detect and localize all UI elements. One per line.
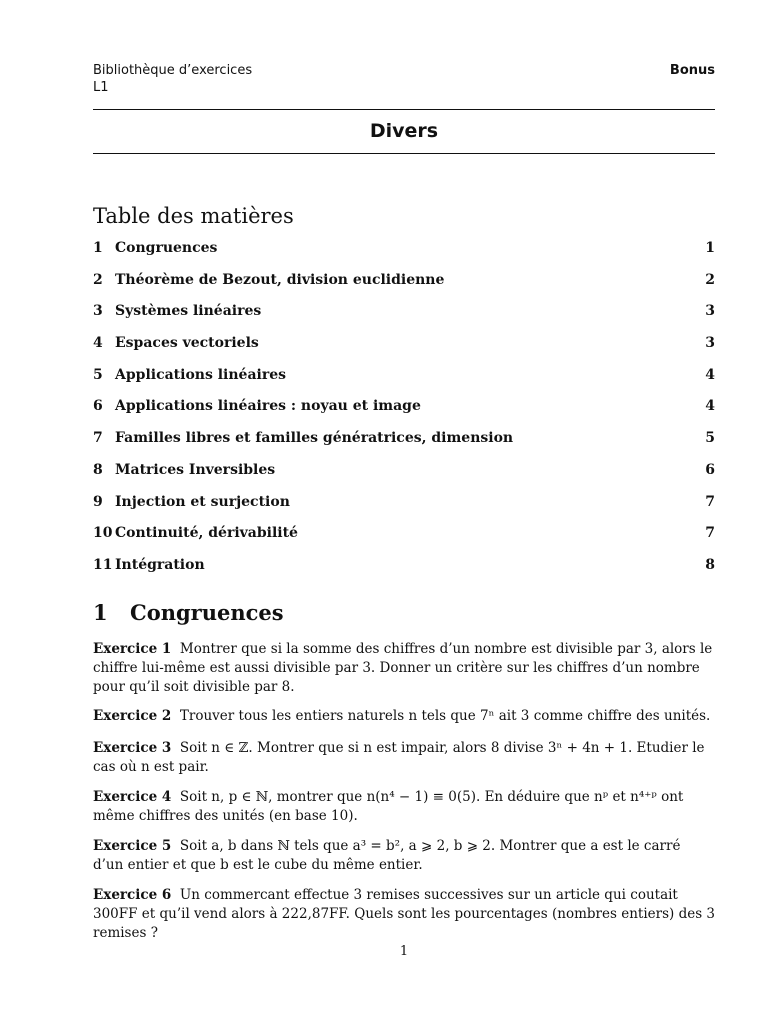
- toc-entry-label: Familles libres et familles génératrices, dimension: [115, 430, 514, 447]
- toc-entry-label: Applications linéaires : noyau et image: [115, 398, 421, 415]
- toc-entry-label: Injection et surjection: [115, 493, 290, 510]
- exercise: [93, 640, 715, 697]
- exercise-text: Soit n ∈ ℤ. Montrer que si n est impair, alors 8 divise 3ⁿ + 4n + 1. Etudier le cas où n est pair.: [93, 740, 705, 775]
- toc-entry-label: Applications linéaires: [115, 366, 287, 383]
- header-bonus: Bonus: [669, 63, 715, 78]
- exercise-text: Soit a, b dans ℕ tels que a³ = b², a ⩾ 2, b ⩾ 2. Montrer que a est le carré d’un entier et que b est le cube du même entier.: [93, 838, 681, 873]
- header-left: [93, 62, 252, 96]
- toc-entry-page: 3: [705, 335, 715, 352]
- toc-entry-number: 4: [93, 335, 103, 352]
- toc-entry-page: 5: [705, 430, 715, 447]
- toc-entry-page: 4: [705, 366, 715, 383]
- exercise-text: Montrer que si la somme des chiffres d’un nombre est divisible par 3, alors le chiffre lui-même est aussi divisible par 3. Donner un critère sur les chiffres d’un nombre pour qu’il soit divisible par 8.: [93, 641, 713, 695]
- toc-entry-page: 3: [705, 303, 715, 320]
- toc-entry-page: 6: [705, 461, 715, 478]
- toc-entry[interactable]: [93, 240, 715, 272]
- exercise-text: Un commercant effectue 3 remises successives sur un article qui coutait 300FF et qu’il vend alors à 222,87FF. Quels sont les pourcentages (nombres entiers) des 3 remises ?: [93, 887, 716, 941]
- toc-entry-number: 5: [93, 366, 103, 383]
- toc-entry-number: 1: [93, 240, 103, 256]
- toc-entry[interactable]: [93, 367, 715, 399]
- toc-entry[interactable]: [93, 525, 715, 557]
- toc-entry[interactable]: [93, 462, 715, 494]
- table-of-contents: [93, 240, 715, 589]
- toc-entry-page: 7: [705, 525, 715, 542]
- toc-entry-label: Espaces vectoriels: [115, 335, 259, 352]
- header-rule: [93, 109, 715, 110]
- section-heading: [93, 600, 284, 625]
- toc-entry-label: Théorème de Bezout, division euclidienne: [115, 271, 445, 288]
- toc-entry-label: Intégration: [115, 556, 205, 573]
- exercise-label: Exercice 2: [93, 708, 172, 724]
- toc-entry-page: 8: [705, 556, 715, 573]
- exercise-text: Soit n, p ∈ ℕ, montrer que n(n⁴ − 1) ≡ 0(5). En déduire que nᵖ et n⁴⁺ᵖ ont même chiffres des unités (en base 10).: [93, 789, 684, 824]
- section-number: 1: [93, 600, 108, 625]
- toc-entry[interactable]: [93, 398, 715, 430]
- toc-entry-number: 7: [93, 430, 103, 447]
- toc-entry-page: 2: [705, 271, 715, 288]
- header-course-title: Bibliothèque d’exercices: [93, 63, 253, 78]
- section-title: Congruences: [130, 600, 284, 625]
- toc-entry[interactable]: [93, 557, 715, 589]
- exercise: [93, 886, 715, 943]
- exercise-label: Exercice 5: [93, 838, 172, 854]
- toc-entry[interactable]: [93, 430, 715, 462]
- toc-entry[interactable]: [93, 494, 715, 526]
- toc-entry-label: Systèmes linéaires: [115, 303, 262, 320]
- toc-entry-label: Congruences: [115, 240, 218, 256]
- exercise: [93, 707, 715, 726]
- toc-entry[interactable]: [93, 303, 715, 335]
- header-level: L1: [93, 80, 109, 95]
- toc-entry-page: 4: [705, 398, 715, 415]
- toc-entry-number: 6: [93, 398, 103, 415]
- toc-entry-number: 2: [93, 271, 103, 288]
- exercise-text: Trouver tous les entiers naturels n tels que 7ⁿ ait 3 comme chiffre des unités.: [179, 708, 711, 724]
- toc-entry-page: 7: [705, 493, 715, 510]
- toc-entry-number: 10: [93, 525, 113, 542]
- exercise: [93, 739, 715, 777]
- document-title: Divers: [369, 120, 439, 142]
- exercise-label: Exercice 6: [93, 887, 172, 903]
- toc-entry-number: 3: [93, 303, 103, 320]
- exercise-label: Exercice 4: [93, 789, 172, 805]
- page-number: 1: [399, 944, 409, 959]
- exercise: [93, 837, 715, 875]
- document-page: [93, 0, 715, 1024]
- toc-entry[interactable]: [93, 335, 715, 367]
- toc-entry-number: 8: [93, 461, 103, 478]
- toc-entry-label: Continuité, dérivabilité: [115, 525, 298, 542]
- exercise-label: Exercice 1: [93, 641, 172, 657]
- toc-entry-page: 1: [705, 240, 715, 256]
- toc-entry[interactable]: [93, 272, 715, 304]
- toc-entry-number: 11: [93, 556, 113, 573]
- toc-heading: Table des matières: [93, 204, 294, 228]
- toc-entry-label: Matrices Inversibles: [115, 461, 276, 478]
- title-rule: [93, 153, 715, 154]
- toc-entry-number: 9: [93, 493, 103, 510]
- exercise: [93, 788, 715, 826]
- exercise-label: Exercice 3: [93, 740, 172, 756]
